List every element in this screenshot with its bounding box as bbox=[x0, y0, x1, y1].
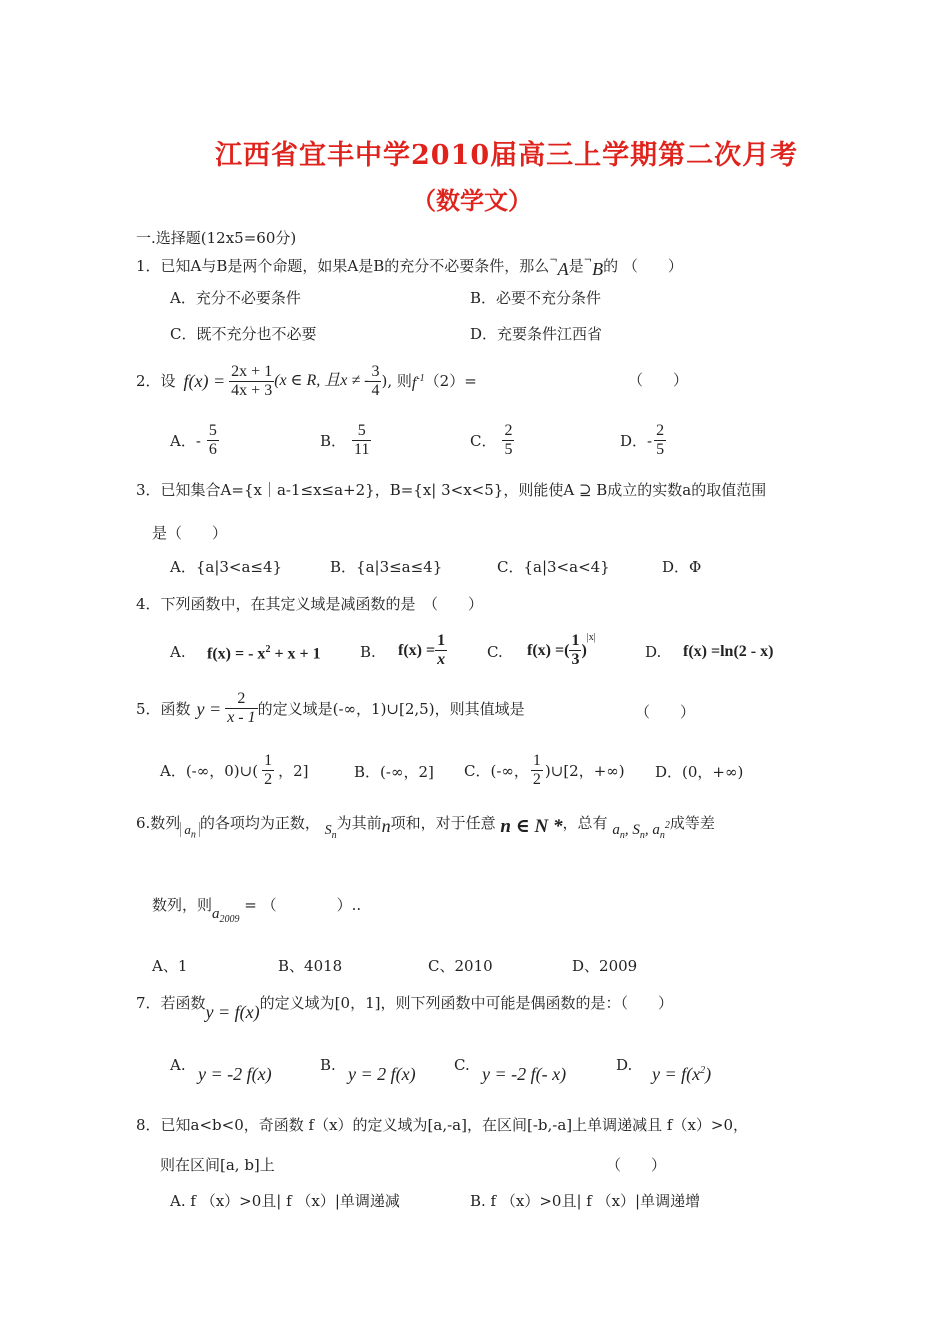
q6-s bbox=[324, 823, 337, 841]
q4-option-a-sup: 2 bbox=[265, 644, 271, 655]
question-4: 4．下列函数中，在其定义域是减函数的是 （ ） bbox=[136, 595, 484, 613]
var-b: B bbox=[592, 259, 604, 279]
q7-option-c: y = -2 f(- x) bbox=[482, 1064, 567, 1084]
section-heading: 一.选择题(12x5=60分) bbox=[136, 229, 297, 247]
q7-option-c-label: C. bbox=[454, 1056, 470, 1074]
q2-option-a-label: A．- bbox=[170, 431, 201, 450]
q4-option-c bbox=[527, 632, 596, 669]
q7-option-d-label: D. bbox=[616, 1056, 633, 1074]
negation-symbol: ¬ bbox=[583, 255, 593, 266]
q2-inverse-f: f bbox=[411, 374, 417, 392]
q6-s-letter: S bbox=[324, 823, 332, 838]
q5-stem: 5．函数 bbox=[136, 699, 191, 718]
q2-stem: 2．设 bbox=[136, 372, 176, 390]
fraction-denominator: 5 bbox=[504, 441, 513, 458]
q6-option-b: B、4018 bbox=[278, 957, 343, 975]
q5-paren: （ ） bbox=[635, 703, 696, 721]
q3-option-b: B．{a|3≤a≤4} bbox=[330, 558, 443, 576]
q6-option-c: C、2010 bbox=[428, 957, 493, 975]
question-6 bbox=[136, 814, 715, 845]
q6-stem: 6.数列 bbox=[136, 814, 181, 832]
q1-option-a: A．充分不必要条件 bbox=[170, 289, 301, 307]
fraction-denominator: 3 bbox=[571, 651, 580, 668]
q4-option-a bbox=[207, 644, 321, 663]
q5-option-c-fraction bbox=[531, 752, 543, 789]
q7-tail: 的定义域为[0，1]，则下列函数中可能是偶函数的是：（ ） bbox=[259, 994, 673, 1012]
q6-s-sub: n bbox=[331, 829, 337, 841]
q2-option-b-fraction bbox=[352, 422, 371, 459]
q7-option-d-tail: ) bbox=[705, 1064, 712, 1084]
q7-function: y = f(x) bbox=[205, 1002, 260, 1022]
q6-terms bbox=[612, 820, 670, 841]
q5-option-d: D．(0，+∞) bbox=[655, 763, 744, 781]
fraction-numerator: 2 bbox=[225, 690, 257, 709]
q4-option-c-expr: f(x) =( bbox=[527, 641, 570, 659]
q1-tail: 的 （ ） bbox=[603, 257, 683, 275]
q6-term-a2-sub: n bbox=[659, 830, 665, 841]
q3-option-d: D．Φ bbox=[662, 558, 702, 576]
fraction-numerator: 1 bbox=[437, 632, 446, 649]
q4-option-b-label: B. bbox=[360, 643, 376, 661]
page-subtitle: （数学文） bbox=[412, 186, 532, 215]
fraction-numerator: 5 bbox=[352, 422, 371, 441]
q4-option-c-label: C. bbox=[487, 643, 503, 661]
q6-term-s: , S bbox=[624, 822, 640, 838]
q6-term-a2-sup: 2 bbox=[664, 820, 670, 831]
q2-tail: （2）= bbox=[424, 372, 477, 390]
q4-option-c-tail: ) bbox=[581, 641, 587, 659]
q1-option-b: B．必要不充分条件 bbox=[470, 289, 602, 307]
q2-option-c bbox=[470, 422, 514, 459]
q7-option-b: y = 2 f(x) bbox=[348, 1064, 416, 1084]
question-3: 3．已知集合A={x｜a-1≤x≤a+2}，B={x| 3<x<5}，则能使A ⊇ B成立的实数a的取值范围 bbox=[136, 481, 767, 499]
question-2 bbox=[136, 358, 477, 404]
q6-line2-pre: 数列，则 bbox=[152, 896, 213, 914]
fraction-numerator: 1 bbox=[532, 752, 541, 769]
page-title: 江西省宜丰中学2010届高三上学期第二次月考 bbox=[215, 140, 799, 171]
q6-term-a: a bbox=[612, 822, 620, 838]
fraction-denominator: x bbox=[437, 651, 446, 668]
question-8-line2: 则在区间[a, b]上 bbox=[160, 1156, 275, 1174]
q6-a2009 bbox=[212, 906, 240, 925]
q4-option-c-sup: |x| bbox=[586, 632, 596, 643]
q2-option-c-label: C． bbox=[470, 431, 497, 450]
q4-option-b-fraction bbox=[435, 632, 447, 669]
q1-option-d: D．充要条件江西省 bbox=[470, 325, 603, 343]
q7-option-a: y = -2 f(x) bbox=[198, 1064, 272, 1084]
q2-numerator: 2x + 1 bbox=[231, 362, 273, 380]
q5-tail: 的定义域是(-∞，1)∪[2,5)，则其值域是 bbox=[257, 699, 525, 718]
q2-option-c-fraction bbox=[502, 422, 514, 459]
q5-option-b: B．(-∞，2] bbox=[354, 763, 434, 781]
q7-option-d-sup: 2 bbox=[700, 1065, 706, 1076]
question-8: 8．已知a<b<0，奇函数 f（x）的定义域为[a,-a]，在区间[-b,-a]上单调递减且 f（x）>0， bbox=[136, 1116, 749, 1134]
q2-denominator: 4x + 3 bbox=[231, 381, 273, 399]
q2-option-d bbox=[620, 422, 666, 459]
fraction-numerator: 2 bbox=[656, 422, 665, 439]
q6-a2009-letter: a bbox=[212, 906, 220, 922]
q2-fraction bbox=[229, 363, 274, 400]
q3-option-c: C．{a|3<a<4} bbox=[497, 558, 610, 576]
q6-mid2: 为其前 bbox=[336, 814, 382, 832]
q8-option-a: A. f （x）>0且| f （x）|单调递减 bbox=[170, 1192, 400, 1210]
q6-mid4: ，总有 bbox=[562, 814, 608, 832]
q6-seq-sub: n bbox=[190, 829, 196, 841]
q6-term-a-sub: n bbox=[619, 830, 625, 841]
fraction-numerator: 5 bbox=[208, 422, 217, 439]
q2-option-d-fraction bbox=[654, 422, 666, 459]
fraction-numerator: 2 bbox=[504, 422, 513, 439]
q6-seq-a: a bbox=[184, 822, 191, 837]
q4-option-a-tail: + x + 1 bbox=[270, 645, 321, 663]
q4-option-a-expr: f(x) = - x bbox=[207, 645, 266, 663]
q6-option-a: A、1 bbox=[152, 957, 188, 975]
q6-tail: 成等差 bbox=[669, 814, 715, 832]
fraction-denominator: 2 bbox=[264, 771, 273, 788]
q2-cond-num: 3 bbox=[371, 362, 380, 380]
q4-option-a-label: A. bbox=[170, 643, 186, 661]
question-1 bbox=[136, 252, 683, 278]
q2-cond-den: 4 bbox=[371, 381, 380, 399]
q7-option-b-label: B. bbox=[320, 1056, 336, 1074]
question-7 bbox=[136, 994, 673, 1021]
q4-option-c-fraction bbox=[569, 632, 581, 669]
q6-n: n bbox=[381, 816, 391, 836]
q2-paren: （ ） bbox=[628, 371, 689, 389]
fraction-denominator: 11 bbox=[354, 441, 370, 458]
q6-nset: n ∈ N * bbox=[500, 816, 563, 837]
q8-paren: （ ） bbox=[606, 1156, 667, 1174]
q2-option-a-fraction bbox=[207, 422, 219, 459]
question-3-line2: 是（ ） bbox=[152, 524, 228, 542]
q5-y: y = bbox=[196, 698, 222, 719]
q3-option-a: A．{a|3<a≤4} bbox=[170, 558, 283, 576]
q2-inverse bbox=[412, 370, 425, 392]
q6-a2009-sub: 2009 bbox=[219, 914, 240, 925]
q6-term-a2: , a bbox=[644, 822, 660, 838]
q6-option-d: D、2009 bbox=[572, 957, 638, 975]
q2-option-a bbox=[170, 422, 219, 459]
q6-term-s-sub: n bbox=[639, 830, 645, 841]
q5-option-c bbox=[464, 752, 625, 789]
var-a: A bbox=[557, 259, 569, 279]
q1-connector: 是 bbox=[568, 257, 584, 275]
q2-function: f(x) = bbox=[183, 371, 226, 391]
fraction-denominator: 5 bbox=[656, 441, 665, 458]
q1-option-c: C．既不充分也不必要 bbox=[170, 325, 317, 343]
q2-inverse-sup: -1 bbox=[416, 372, 425, 384]
q5-option-a-pre: A．(-∞，0)∪( bbox=[160, 761, 259, 780]
q5-option-a-post: ，2] bbox=[278, 761, 309, 780]
q2-option-b bbox=[320, 422, 371, 459]
q7-option-d bbox=[652, 1064, 711, 1085]
q8-option-b: B. f （x）>0且| f （x）|单调递增 bbox=[470, 1192, 701, 1210]
q6-line2-post: = （ ）.. bbox=[239, 896, 362, 914]
fraction-numerator: 1 bbox=[264, 752, 273, 769]
fraction-denominator: 6 bbox=[208, 441, 217, 458]
q4-option-b bbox=[398, 632, 447, 669]
q2-condition: (x ∈ R, 且x ≠ - bbox=[274, 372, 370, 389]
question-5 bbox=[136, 690, 525, 727]
q1-stem: 1．已知A与B是两个命题，如果A是B的充分不必要条件，那么 bbox=[136, 257, 550, 275]
negation-symbol: ¬ bbox=[549, 255, 558, 266]
q5-option-c-post: )∪[2，+∞) bbox=[544, 761, 625, 780]
q4-option-d-label: D. bbox=[645, 643, 662, 661]
q2-condition-fraction bbox=[369, 363, 381, 400]
q6-sequence bbox=[180, 822, 200, 841]
fraction-numerator: 1 bbox=[571, 632, 580, 649]
q2-option-d-label: D．- bbox=[620, 431, 653, 450]
q5-option-c-pre: C．(-∞， bbox=[464, 761, 529, 780]
q5-option-a bbox=[160, 752, 308, 789]
q2-post: ), 则 bbox=[381, 372, 412, 390]
q7-stem: 7．若函数 bbox=[136, 994, 206, 1012]
q7-option-a-label: A. bbox=[170, 1056, 186, 1074]
q2-option-b-label: B． bbox=[320, 431, 347, 450]
q4-option-d: f(x) =ln(2 - x) bbox=[683, 643, 774, 660]
q4-option-b-expr: f(x) = bbox=[398, 641, 436, 659]
q5-option-a-fraction bbox=[262, 752, 274, 789]
q6-mid1: 的各项均为正数， bbox=[199, 814, 320, 832]
q7-option-d-expr: y = f(x bbox=[652, 1064, 701, 1084]
question-6-line2 bbox=[152, 896, 361, 929]
fraction-denominator: 2 bbox=[532, 771, 541, 788]
fraction-denominator: x - 1 bbox=[227, 709, 256, 726]
q6-mid3: 项和，对于任意 bbox=[390, 814, 496, 832]
q5-fraction bbox=[225, 690, 257, 727]
